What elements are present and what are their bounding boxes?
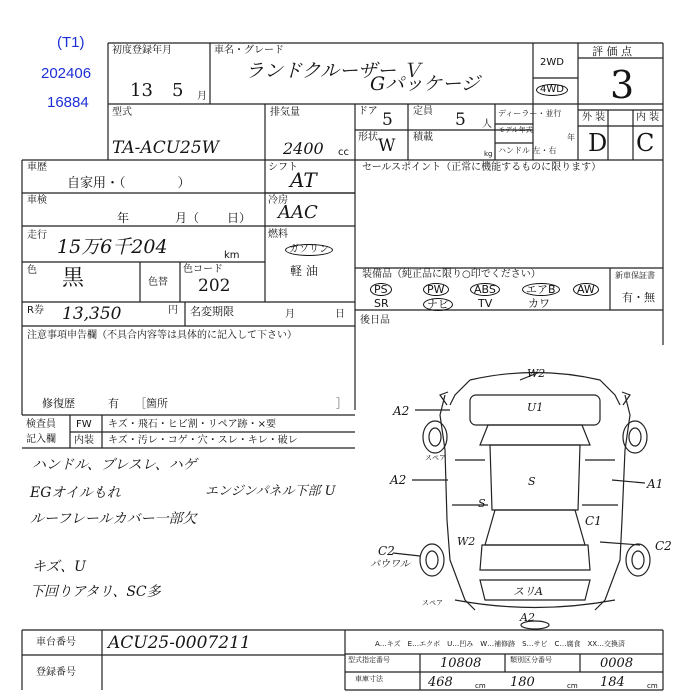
repair-history-label: 修復歴 <box>42 397 75 410</box>
shape-label: 形状 <box>358 132 378 143</box>
height-unit: cm <box>647 682 658 690</box>
mileage-unit: km <box>224 250 240 261</box>
length-unit: cm <box>475 682 486 690</box>
equip-ps: PS <box>370 283 392 296</box>
equip-sr: SR <box>374 297 389 310</box>
mark-c1: C1 <box>585 514 602 528</box>
model-value: TA-ACU25W <box>112 138 220 158</box>
mark-w2-top: W2 <box>527 367 546 380</box>
color-change-label: 色替 <box>148 277 168 288</box>
warranty-label: 新車保証書 <box>615 271 655 280</box>
model-year-label: モデル年式 <box>498 126 533 134</box>
displacement-label: 排気量 <box>270 107 300 118</box>
stamp-line2: 202406 <box>41 65 92 82</box>
mark-u1: U1 <box>527 401 544 414</box>
equipment-label: 装備品（純正品に限り○印でください） <box>362 269 541 280</box>
length-value: 468 <box>428 675 453 690</box>
dimensions-label: 車庫寸法 <box>355 675 383 683</box>
rear-items-label: 後日品 <box>360 315 390 326</box>
mark-a2-rear: A2 <box>520 611 535 624</box>
handnote-5: 下回りアタリ、SC多 <box>30 584 161 600</box>
2wd-label: 2WD <box>540 57 564 68</box>
handnote-1: ハンドル、ブレスレ、ハゲ <box>32 457 197 473</box>
score-value: 3 <box>610 63 635 107</box>
handnote-4: キズ、U <box>32 559 86 575</box>
type-designation-label: 型式指定番号 <box>348 656 390 664</box>
inspector-fill-label: 記入欄 <box>26 434 56 445</box>
capacity-value: 5 <box>455 110 466 130</box>
displacement-unit: cc <box>338 147 349 158</box>
inspection-year: 年 <box>117 211 130 225</box>
damage-legend: A…キズ E…エクボ U…凹み W…補修跡 S…サビ C…腐食 XX…交換済 <box>375 640 626 648</box>
width-unit: cm <box>567 682 578 690</box>
mark-s-center: S <box>528 475 536 488</box>
shape-value: W <box>378 136 396 156</box>
mark-fender: パウワル <box>370 559 410 570</box>
mark-a2-front: A2 <box>393 404 410 418</box>
color-value: 黒 <box>62 266 85 291</box>
exterior-score: D <box>588 129 608 157</box>
shift-label: シフト <box>268 162 298 173</box>
mark-c2-left: C2 <box>378 544 395 558</box>
car-name-label: 車名・グレード <box>214 45 284 56</box>
mark-a2-side: A2 <box>390 473 407 487</box>
interior-items: キズ・汚レ・コゲ・穴・スレ・キレ・破レ <box>108 435 298 446</box>
load-unit: kg <box>484 150 493 158</box>
ac-value: AAC <box>278 202 318 223</box>
equip-abs: ABS <box>470 283 500 296</box>
equip-leather: カワ <box>528 297 550 310</box>
equip-pw: PW <box>423 283 449 296</box>
capacity-unit: 人 <box>482 119 492 130</box>
name-change-day: 日 <box>335 309 345 320</box>
fuel-label: 燃料 <box>268 229 288 240</box>
year-unit: 年 <box>567 133 575 142</box>
warranty-value: 有・無 <box>622 291 655 304</box>
fw-items: キズ・飛石・ヒビ割・リペア跡・×要 <box>108 419 276 430</box>
fuel-gasoline-circled: ガソリン <box>285 244 333 256</box>
color-label: 色 <box>27 265 37 276</box>
stamp-line3: 16884 <box>47 94 89 111</box>
score-label: 評 価 点 <box>592 45 632 58</box>
class-number-value: 0008 <box>600 656 634 671</box>
equip-navi: ナビ <box>423 298 453 311</box>
spare-label-front: スペア <box>425 454 446 462</box>
colorcode-value: 202 <box>198 276 231 296</box>
load-label: 積載 <box>413 132 433 143</box>
name-change-month: 月 <box>285 309 295 320</box>
capacity-label: 定員 <box>413 106 433 117</box>
repair-open: ［箇所 <box>135 397 168 410</box>
first-reg-month: 5 <box>172 80 184 101</box>
month-unit: 月 <box>197 91 207 102</box>
ac-label: 冷房 <box>268 195 288 206</box>
class-number-label: 類別区分番号 <box>510 656 552 664</box>
first-reg-label: 初度登録年月 <box>112 45 172 56</box>
inspection-day: 日） <box>227 211 252 225</box>
door-label: ドア <box>358 106 378 117</box>
handnote-3: ルーフレールカバー一部欠 <box>30 511 197 527</box>
mark-sura: スリA <box>513 585 543 598</box>
equip-aw: AW <box>573 283 599 296</box>
handnote-2: EGオイルもれ <box>30 485 121 501</box>
mark-a1: A1 <box>647 477 664 491</box>
mark-w2-side: W2 <box>457 535 476 548</box>
model-label: 型式 <box>112 107 132 118</box>
interior-score: C <box>636 129 655 157</box>
recycle-unit: 円 <box>168 305 178 316</box>
fuel-diesel: 軽 油 <box>290 264 318 278</box>
recycle-label: R券 <box>27 305 44 316</box>
diagram-note: エンジンパネル下部 U <box>205 484 336 499</box>
history-value: 自家用・（ ） <box>67 176 191 191</box>
repair-history-value: 有 <box>108 397 119 410</box>
width-value: 180 <box>510 675 535 690</box>
recycle-value: 13,350 <box>62 304 122 324</box>
height-value: 184 <box>600 675 625 690</box>
repair-close: ］ <box>336 397 347 410</box>
equip-airbag: エアB <box>522 283 560 296</box>
mileage-label: 走行 <box>27 230 47 241</box>
registration-label: 登録番号 <box>36 667 76 678</box>
mileage-value: 15万6千204 <box>57 236 168 258</box>
type-designation-value: 10808 <box>440 656 482 671</box>
mark-s-left: S <box>478 497 486 510</box>
inspector-label: 検査員 <box>26 419 56 430</box>
name-change-label: 名変期限 <box>190 305 234 318</box>
inspection-month: 月（ <box>175 211 200 225</box>
handle-label: ハンドル 左・右 <box>498 146 557 155</box>
exterior-label: 外 装 <box>582 112 606 123</box>
fw-label: FW <box>76 419 92 430</box>
interior-label: 内 装 <box>636 112 660 123</box>
car-name: ランドクルーザー Ｖ <box>245 60 422 82</box>
spare-label-left: スペア <box>422 599 443 607</box>
displacement-value: 2400 <box>283 139 324 158</box>
stamp-line1: (T1) <box>57 34 85 51</box>
4wd-label-circled: 4WD <box>536 84 568 96</box>
shift-value: AT <box>290 168 317 192</box>
interior-items-label: 内装 <box>74 435 94 446</box>
chassis-label: 車台番号 <box>36 637 76 648</box>
inspection-label: 車検 <box>27 195 47 206</box>
first-reg-year: 13 <box>130 80 153 101</box>
notes-label: 注意事項申告欄（不具合内容等は具体的に記入して下さい） <box>27 330 297 341</box>
door-value: 5 <box>382 110 393 130</box>
sales-point-label: セールスポイント（正常に機能するものに限ります） <box>362 162 602 173</box>
dealer-label: ディーラー・並行 <box>498 109 562 118</box>
colorcode-label: 色コード <box>183 264 223 275</box>
chassis-value: ACU25-0007211 <box>108 633 251 653</box>
mark-c2-right: C2 <box>655 539 672 553</box>
history-label: 車歴 <box>27 162 47 173</box>
equip-tv: TV <box>478 297 493 310</box>
car-grade: Gパッケージ <box>370 73 480 95</box>
